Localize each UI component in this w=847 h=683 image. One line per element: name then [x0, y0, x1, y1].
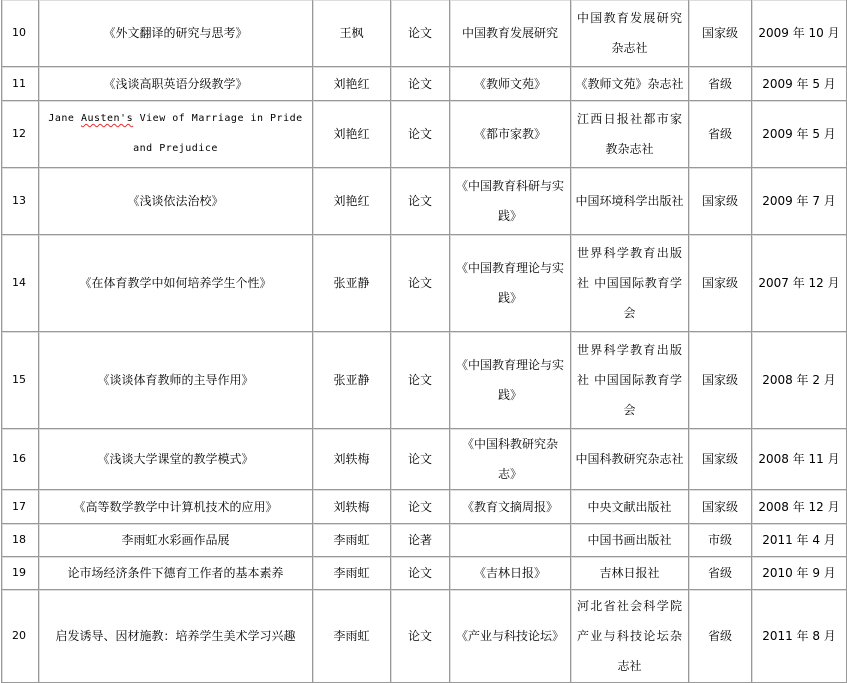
work-type: 论文: [391, 429, 450, 490]
publish-date: 2009 年 7 月: [752, 168, 847, 235]
publish-date: 2007 年 12 月: [752, 235, 847, 332]
table-row: [2, 101, 847, 168]
level: 市级: [689, 524, 752, 557]
paper-title: 《浅谈大学课堂的教学模式》: [39, 429, 313, 490]
journal: 《教育文摘周报》: [450, 490, 571, 524]
row-number: 14: [2, 235, 39, 332]
row-number: 13: [2, 168, 39, 235]
level: 省级: [689, 67, 752, 101]
author: 刘轶梅: [313, 429, 391, 490]
author: 李雨虹: [313, 524, 391, 557]
row-number: 16: [2, 429, 39, 490]
paper-title: 《浅谈高职英语分级教学》: [39, 67, 313, 101]
work-type: 论文: [391, 235, 450, 332]
publish-date: 2011 年 4 月: [752, 524, 847, 557]
level: 国家级: [689, 332, 752, 429]
publisher: 河北省社会科学院 产业与科技论坛杂志社: [571, 590, 689, 683]
paper-title: 《在体育教学中如何培养学生个性》: [39, 235, 313, 332]
publisher: 中国科教研究杂志社: [571, 429, 689, 490]
publication-table: [1, 0, 847, 683]
paper-title: 《谈谈体育教师的主导作用》: [39, 332, 313, 429]
spellcheck-word: Austen's: [80, 113, 134, 124]
table-row: [2, 168, 847, 235]
author: 李雨虹: [313, 557, 391, 590]
author: 刘艳红: [313, 67, 391, 101]
author: 刘艳红: [313, 168, 391, 235]
publish-date: 2009 年 10 月: [752, 0, 847, 67]
paper-title: 启发诱导、因材施教：培养学生美术学习兴趣: [39, 590, 313, 683]
work-type: 论文: [391, 332, 450, 429]
journal: 中国教育发展研究: [450, 0, 571, 67]
author: 李雨虹: [313, 590, 391, 683]
paper-title: 李雨虹水彩画作品展: [39, 524, 313, 557]
work-type: 论文: [391, 590, 450, 683]
row-number: 19: [2, 557, 39, 590]
publish-date: 2008 年 11 月: [752, 429, 847, 490]
publish-date: 2010 年 9 月: [752, 557, 847, 590]
paper-title: 《外文翻译的研究与思考》: [39, 0, 313, 67]
level: 国家级: [689, 429, 752, 490]
journal: 《中国教育理论与实践》: [450, 332, 571, 429]
publish-date: 2008 年 12 月: [752, 490, 847, 524]
level: 国家级: [689, 490, 752, 524]
row-number: 20: [2, 590, 39, 683]
level: 国家级: [689, 235, 752, 332]
journal: [450, 524, 571, 557]
work-type: 论著: [391, 524, 450, 557]
table-row: [2, 590, 847, 683]
publisher: 中国教育发展研究杂志社: [571, 0, 689, 67]
work-type: 论文: [391, 490, 450, 524]
table-row: [2, 332, 847, 429]
work-type: 论文: [391, 557, 450, 590]
level: 省级: [689, 557, 752, 590]
author: 刘艳红: [313, 101, 391, 168]
row-number: 10: [2, 0, 39, 67]
table-row: [2, 490, 847, 524]
publish-date: 2011 年 8 月: [752, 590, 847, 683]
paper-title: 《高等数学教学中计算机技术的应用》: [39, 490, 313, 524]
journal: 《教师文苑》: [450, 67, 571, 101]
journal: 《中国教育科研与实践》: [450, 168, 571, 235]
table-row: [2, 429, 847, 490]
work-type: 论文: [391, 101, 450, 168]
table-row: [2, 235, 847, 332]
row-number: 15: [2, 332, 39, 429]
publisher: 《教师文苑》杂志社: [571, 67, 689, 101]
level: 国家级: [689, 168, 752, 235]
row-number: 18: [2, 524, 39, 557]
author: 张亚静: [313, 235, 391, 332]
paper-title: 《浅谈依法治校》: [39, 168, 313, 235]
author: 张亚静: [313, 332, 391, 429]
journal: 《都市家教》: [450, 101, 571, 168]
publisher: 中国环境科学出版社: [571, 168, 689, 235]
publisher: 江西日报社都市家教杂志社: [571, 101, 689, 168]
paper-title: 论市场经济条件下德育工作者的基本素养: [39, 557, 313, 590]
journal: 《中国科教研究杂志》: [450, 429, 571, 490]
publisher: 吉林日报社: [571, 557, 689, 590]
publish-date: 2008 年 2 月: [752, 332, 847, 429]
author: 王枫: [313, 0, 391, 67]
paper-title: [39, 101, 313, 168]
table-row: [2, 67, 847, 101]
publisher: 世界科学教育出版社 中国国际教育学会: [571, 332, 689, 429]
row-number: 17: [2, 490, 39, 524]
work-type: 论文: [391, 0, 450, 67]
work-type: 论文: [391, 67, 450, 101]
title-part: Jane: [48, 113, 81, 124]
title-part: View of Marriage in Pride and Prejudice: [133, 113, 303, 154]
journal: 《产业与科技论坛》: [450, 590, 571, 683]
publisher: 中国书画出版社: [571, 524, 689, 557]
row-number: 11: [2, 67, 39, 101]
level: 国家级: [689, 0, 752, 67]
publish-date: 2009 年 5 月: [752, 101, 847, 168]
journal: 《中国教育理论与实践》: [450, 235, 571, 332]
row-number: 12: [2, 101, 39, 168]
work-type: 论文: [391, 168, 450, 235]
publish-date: 2009 年 5 月: [752, 67, 847, 101]
publisher: 中央文献出版社: [571, 490, 689, 524]
table-row: [2, 0, 847, 67]
table-row: [2, 524, 847, 557]
table-row: [2, 557, 847, 590]
level: 省级: [689, 101, 752, 168]
level: 省级: [689, 590, 752, 683]
journal: 《吉林日报》: [450, 557, 571, 590]
author: 刘轶梅: [313, 490, 391, 524]
publisher: 世界科学教育出版社 中国国际教育学会: [571, 235, 689, 332]
